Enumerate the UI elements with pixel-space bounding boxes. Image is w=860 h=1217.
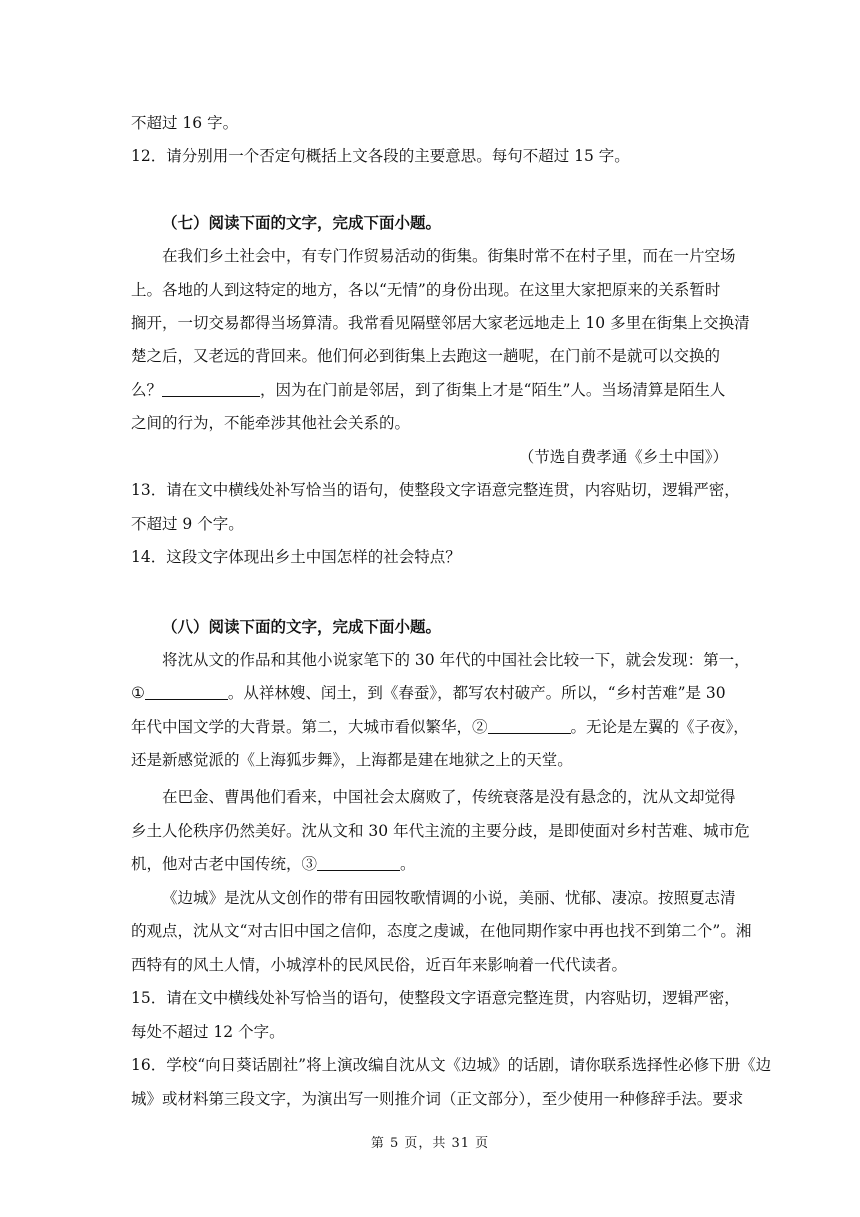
passage-8-line: 的观点，沈从文“对古旧中国之信仰，态度之虔诚，在他同期作家中再也找不到第二个”。湘 <box>131 922 752 940</box>
text-line: 不超过 16 字。 <box>131 114 239 132</box>
section-8-heading: （八）阅读下面的文字，完成下面小题。 <box>162 617 442 636</box>
page-footer: 第 5 页，共 31 页 <box>370 1136 490 1151</box>
passage-7-line: 之间的行为，不能牵涉其他社会关系的。 <box>131 414 411 432</box>
question-15: 15．请在文中横线处补写恰当的语句，使整段文字语意完整连贯，内容贴切，逻辑严密， <box>131 989 740 1007</box>
section-7-heading: （七）阅读下面的文字，完成下面小题。 <box>162 213 442 232</box>
passage-8-line: 乡土人伦秩序仍然美好。沈从文和 30 年代主流的主要分歧，是即使面对乡村苦难、城市危 <box>131 822 750 840</box>
answer-blank <box>317 855 400 871</box>
passage-8-line <box>131 717 749 737</box>
question-16: 16．学校“向日葵话剧社”将上演改编自沈从文《边城》的话剧，请你联系选择性必修下册《边 <box>131 1056 772 1074</box>
passage-8-line: 还是新感觉派的《上海狐步舞》，上海都是建在地狱之上的天堂。 <box>131 751 573 769</box>
passage-8-line <box>131 683 731 703</box>
passage-8-line: 将沈从文的作品和其他小说家笔下的 30 年代的中国社会比较一下，就会发现：第一， <box>162 651 750 669</box>
passage-7-line: 上。各地的人到这特定的地方，各以“无情”的身份出现。在这里大家把原来的关系暂时 <box>131 281 721 299</box>
passage-7-line <box>131 380 731 400</box>
answer-blank <box>488 718 571 734</box>
passage-8-line: 西特有的风土人情，小城淳朴的民风民俗，近百年来影响着一代代读者。 <box>131 956 628 974</box>
passage-text: 。从祥林嫂、闰土，到《春蚕》，都写农村破产。所以，“乡村苦难”是 30 <box>227 684 726 702</box>
passage-text: 年代中国文学的大背景。第二，大城市看似繁华，② <box>131 718 488 736</box>
question-16: 城》或材料第三段文字，为演出写一则推介词（正文部分），至少使用一种修辞手法。要求 <box>131 1090 744 1108</box>
passage-text: 么？ <box>131 381 163 399</box>
source-citation: （节选自费孝通《乡土中国》） <box>518 448 728 466</box>
passage-7-line: 在我们乡土社会中，有专门作贸易活动的街集。街集时常不在村子里，而在一片空场 <box>162 247 736 265</box>
passage-text: ，因为在门前是邻居，到了街集上才是“陌生”人。当场清算是陌生人 <box>260 381 726 399</box>
question-15: 每处不超过 12 个字。 <box>131 1023 285 1041</box>
passage-8-line <box>131 854 731 874</box>
passage-7-line: 楚之后，又老远的背回来。他们何必到街集上去跑这一趟呢，在门前不是就可以交换的 <box>131 347 721 365</box>
question-14: 14．这段文字体现出乡土中国怎样的社会特点？ <box>131 548 461 566</box>
passage-text: 机，他对古老中国传统，③ <box>131 855 318 873</box>
answer-blank <box>145 684 228 700</box>
question-13: 不超过 9 个字。 <box>131 515 244 533</box>
passage-8-line: 《边城》是沈从文创作的带有田园牧歌情调的小说，美丽、忧郁、凄凉。按照夏志清 <box>162 889 736 907</box>
passage-text: 。 <box>400 855 416 873</box>
question-12: 12．请分别用一个否定句概括上文各段的主要意思。每句不超过 15 字。 <box>131 147 630 165</box>
passage-7-line: 搁开，一切交易都得当场算清。我常看见隔壁邻居大家老远地走上 10 多里在街集上交换清 <box>131 314 750 332</box>
answer-blank <box>162 381 260 397</box>
passage-8-line: 在巴金、曹禺他们看来，中国社会太腐败了，传统衰落是没有悬念的，沈从文却觉得 <box>162 788 736 806</box>
passage-text: ① <box>131 684 145 702</box>
question-13: 13．请在文中横线处补写恰当的语句，使整段文字语意完整连贯，内容贴切，逻辑严密， <box>131 481 740 499</box>
passage-text: 。无论是左翼的《子夜》， <box>570 718 749 736</box>
